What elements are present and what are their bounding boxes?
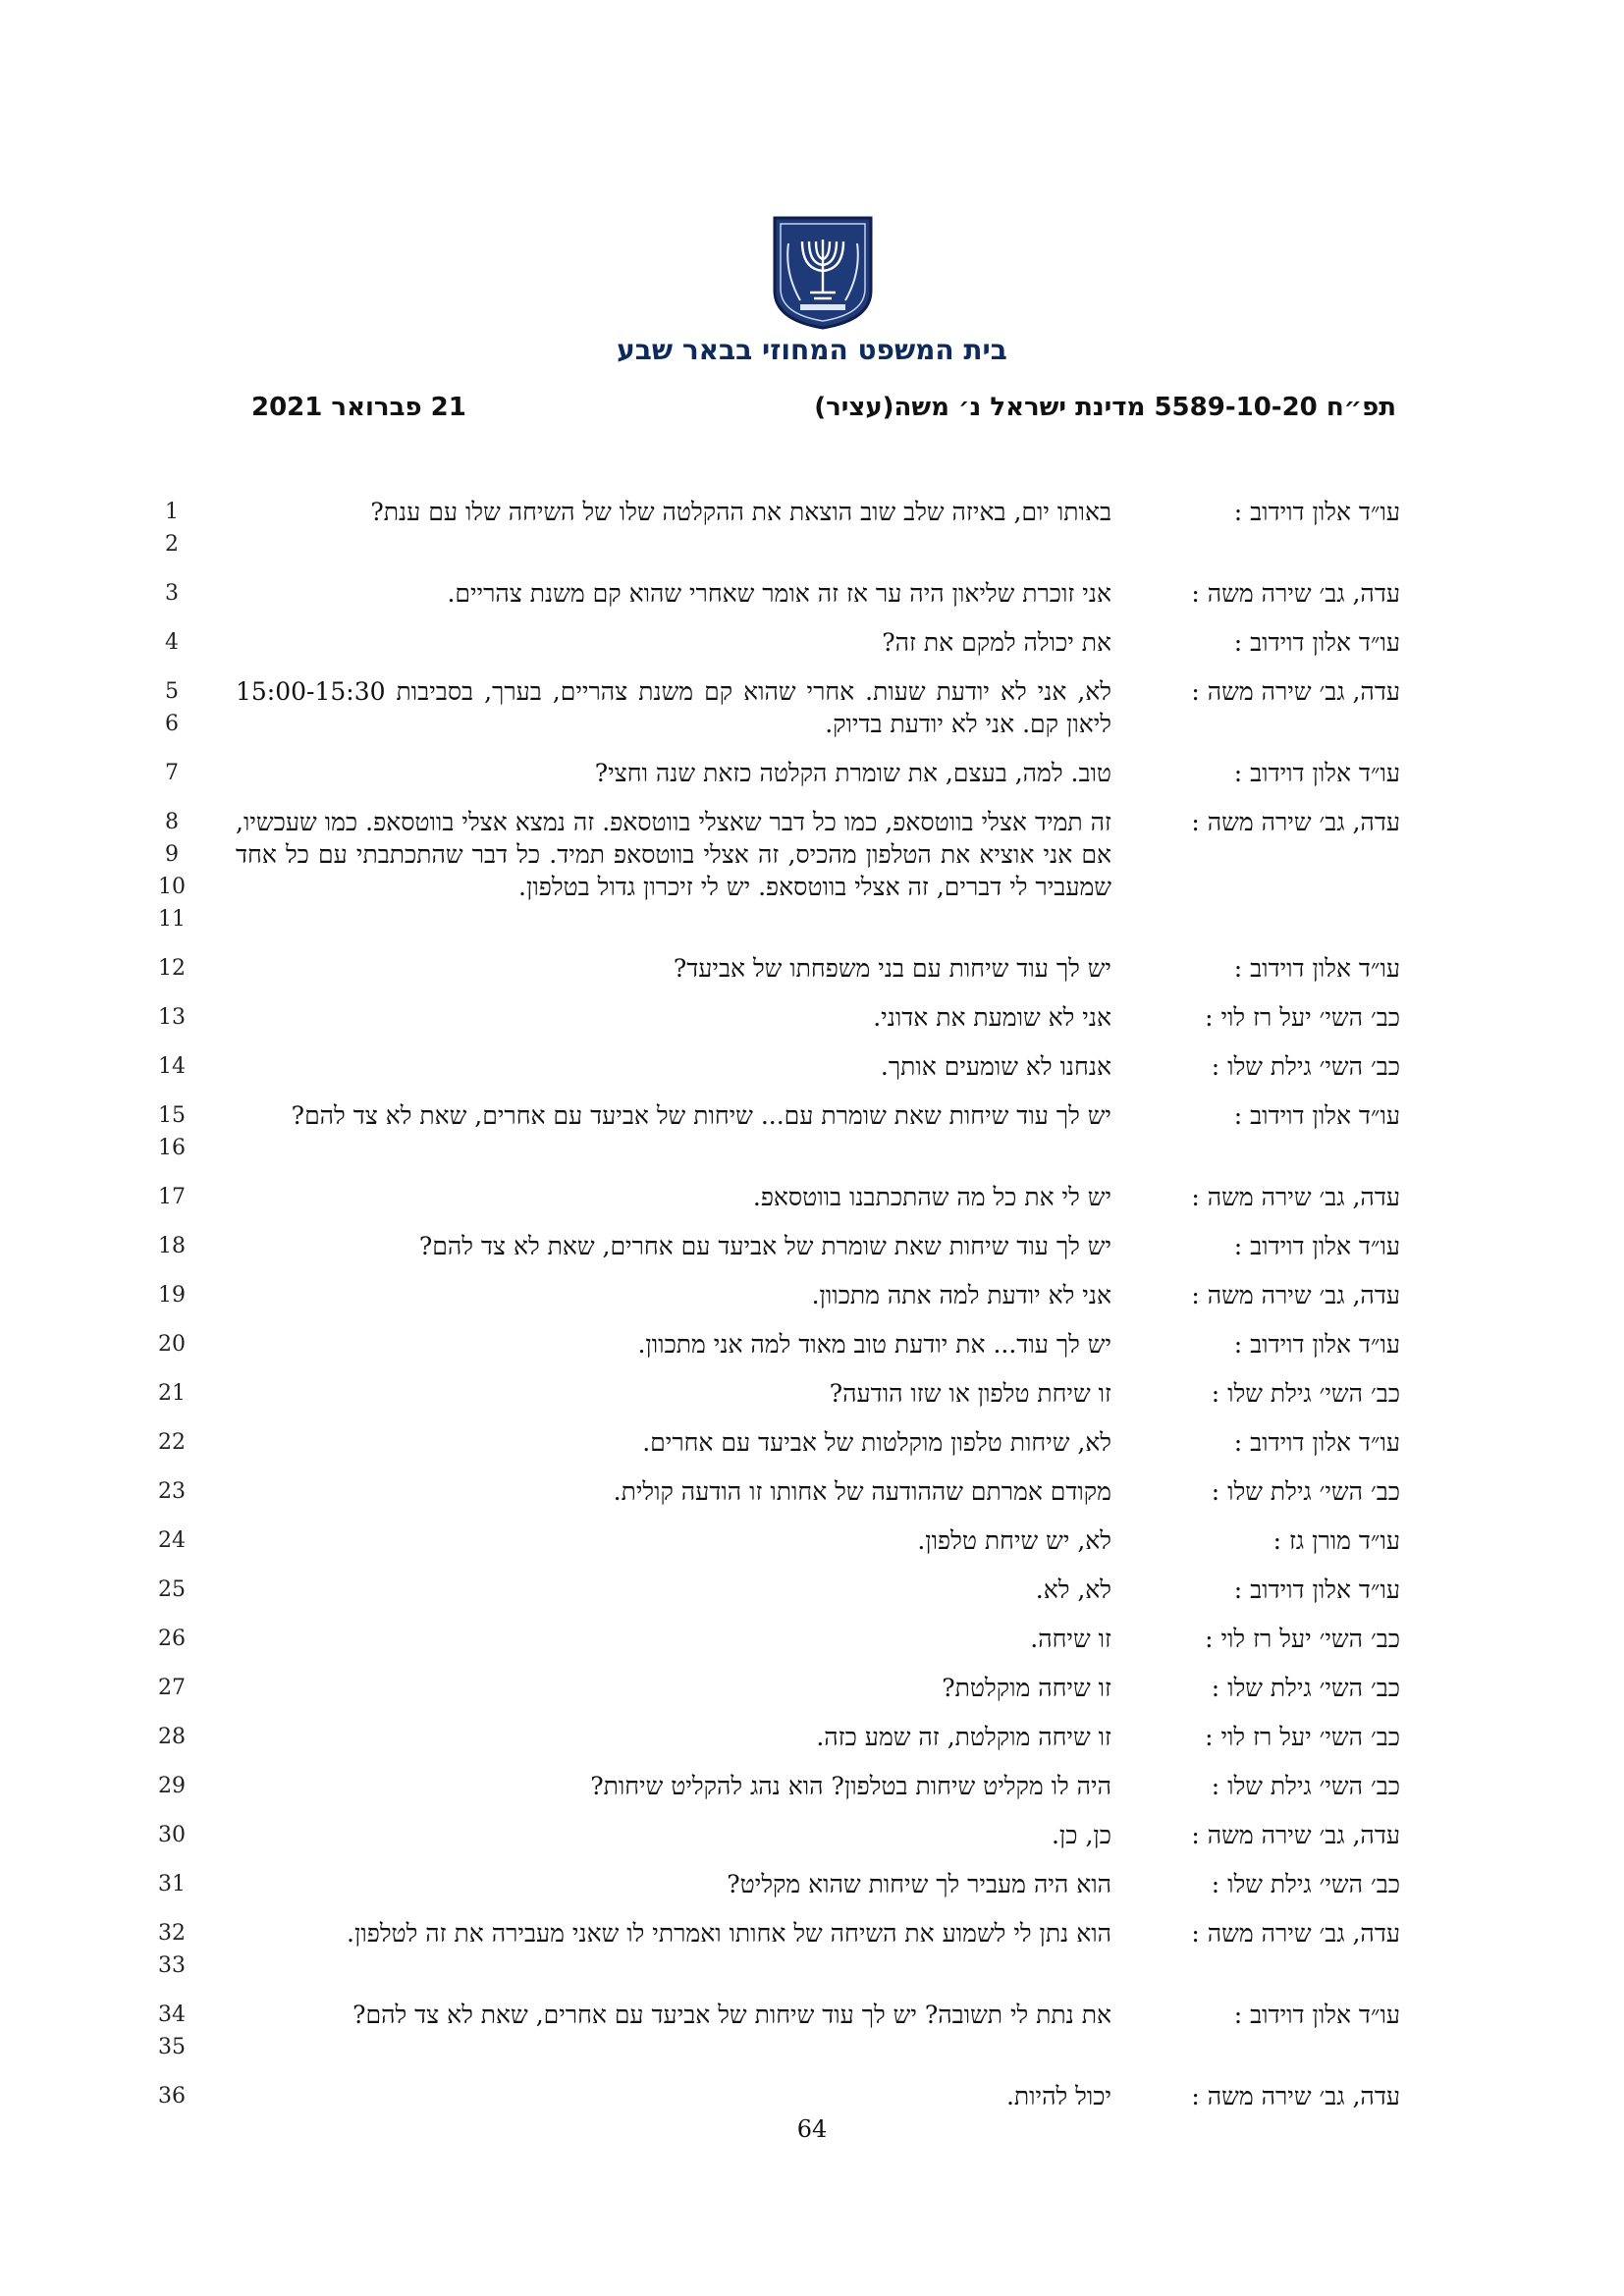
speaker-name: עו״ד אלון דוידוב : <box>1233 498 1400 526</box>
line-number: 21 <box>158 1381 186 1406</box>
speech-text: מקודם אמרתם שההודעה של אחותו זו הודעה קולית. <box>613 1477 1111 1506</box>
line-number: 23 <box>158 1479 186 1504</box>
line-number: 27 <box>158 1676 186 1700</box>
speech-text: זו שיחה מוקלטת, זה שמע כזה. <box>816 1723 1111 1751</box>
line-numbers <box>147 1377 196 1410</box>
line-number: 18 <box>158 1234 186 1258</box>
line-number: 3 <box>165 581 179 606</box>
speaker-name: כב׳ השי׳ גילת שלו : <box>1211 1379 1400 1408</box>
case-number-title: תפ״ח 5589-10-20 מדינת ישראל נ׳ משה(עציר) <box>814 393 1396 422</box>
line-number: 36 <box>158 2084 186 2109</box>
line-number: 10 <box>158 875 186 899</box>
speech-text: הוא היה מעביר לך שיחות שהוא מקליט? <box>727 1870 1111 1898</box>
speech-text: יש לך עוד שיחות עם בני משפחתו של אביעד? <box>673 954 1111 983</box>
speaker-name: כב׳ השי׳ יעל רז לוי : <box>1205 1625 1400 1653</box>
transcript-entry <box>0 1770 1624 1802</box>
transcript-entry <box>0 1181 1624 1213</box>
line-number: 4 <box>165 630 179 655</box>
speaker-name: כב׳ השי׳ יעל רז לוי : <box>1205 1723 1400 1751</box>
speaker-name: עו״ד מורן גז : <box>1272 1526 1400 1555</box>
line-numbers <box>147 1181 196 1213</box>
speech-text: יש לך עוד... את יודעת טוב מאוד למה אני מתכוון. <box>637 1330 1111 1359</box>
transcript-entry <box>0 1099 1624 1164</box>
speech-text: זה תמיד אצלי בווטסאפ, כמו כל דבר שאצלי בווטסאפ. זה נמצא אצלי בווטסאפ. כמו שעכשיו, אם אני אוציא את הטלפון מהכיס, זה אצלי בווטסאפ תמיד. כל דבר שהתכתבתי עם כל אחד שמעביר לי דברים, זה אצלי בווטסאפ. יש לי זיכרון גדול בטלפון. <box>236 808 1111 901</box>
speaker-name: עו״ד אלון דוידוב : <box>1233 759 1400 787</box>
line-number: 25 <box>158 1577 186 1602</box>
line-number: 30 <box>158 1823 186 1847</box>
speech-text: הוא נתן לי לשמוע את השיחה של אחותו ואמרתי לו שאני מעבירה את זה לטלפון. <box>347 1919 1111 1948</box>
speech-text: זו שיחה מוקלטת? <box>942 1674 1111 1702</box>
speaker-name: עו״ד אלון דוידוב : <box>1233 1428 1400 1457</box>
speech-text: יש לך עוד שיחות שאת שומרת של אביעד עם אחרים, שאת לא צד להם? <box>418 1232 1111 1260</box>
line-number: 15 <box>158 1103 186 1128</box>
speaker-name: עדה, גב׳ שירה משה : <box>1191 808 1400 836</box>
transcript-entry <box>0 1426 1624 1459</box>
transcript-entry <box>0 1917 1624 1982</box>
line-number: 32 <box>158 1921 186 1946</box>
line-number: 16 <box>158 1136 186 1160</box>
line-number: 35 <box>158 2035 186 2059</box>
line-number: 1 <box>165 500 179 524</box>
transcript-entry <box>0 496 1624 561</box>
transcript-entry <box>0 675 1624 740</box>
line-numbers <box>147 1050 196 1083</box>
transcript-entry <box>0 806 1624 935</box>
speaker-name: כב׳ השי׳ גילת שלו : <box>1211 1772 1400 1800</box>
transcript-entry <box>0 1230 1624 1262</box>
speaker-name: כב׳ השי׳ גילת שלו : <box>1211 1477 1400 1506</box>
court-name: בית המשפט המחוזי בבאר שבע <box>617 334 1007 366</box>
transcript-entry <box>0 577 1624 610</box>
transcript-entry <box>0 1868 1624 1900</box>
transcript-entry <box>0 1623 1624 1655</box>
speaker-name: עדה, גב׳ שירה משה : <box>1191 1183 1400 1211</box>
transcript-entry <box>0 1377 1624 1410</box>
line-numbers <box>147 577 196 610</box>
speaker-name: עו״ד אלון דוידוב : <box>1233 628 1400 657</box>
speaker-name: עדה, גב׳ שירה משה : <box>1191 1821 1400 1849</box>
speech-text: אנחנו לא שומעים אותך. <box>880 1052 1111 1081</box>
line-numbers <box>147 1099 196 1164</box>
line-number: 8 <box>165 810 179 834</box>
line-numbers <box>147 496 196 561</box>
speech-text: באותו יום, באיזה שלב שוב הוצאת את ההקלטה שלו של השיחה שלו עם ענת? <box>370 498 1111 526</box>
line-number: 2 <box>165 532 179 557</box>
transcript-entry <box>0 1001 1624 1034</box>
line-number: 24 <box>158 1528 186 1553</box>
line-number: 9 <box>165 842 179 867</box>
state-emblem-menorah-icon <box>771 214 875 331</box>
speaker-name: כב׳ השי׳ גילת שלו : <box>1211 1870 1400 1898</box>
speaker-name: עדה, גב׳ שירה משה : <box>1191 1281 1400 1309</box>
line-number: 20 <box>158 1332 186 1357</box>
line-number: 7 <box>165 761 179 785</box>
line-numbers <box>147 757 196 789</box>
line-numbers <box>147 2080 196 2112</box>
speech-text: לא, יש שיחת טלפון. <box>917 1526 1111 1555</box>
line-number: 17 <box>158 1185 186 1209</box>
speaker-name: עו״ד אלון דוידוב : <box>1233 1330 1400 1359</box>
speech-text: את יכולה למקם את זה? <box>882 628 1111 657</box>
speaker-name: עו״ד אלון דוידוב : <box>1233 1575 1400 1604</box>
page-number: 64 <box>796 2115 828 2143</box>
speaker-name: כב׳ השי׳ יעל רז לוי : <box>1205 1003 1400 1032</box>
line-numbers <box>147 1999 196 2063</box>
speech-text: לא, שיחות טלפון מוקלטות של אביעד עם אחרים. <box>642 1428 1111 1457</box>
speaker-name: עדה, גב׳ שירה משה : <box>1191 1919 1400 1948</box>
line-numbers <box>147 1868 196 1900</box>
line-number: 33 <box>158 1953 186 1978</box>
speaker-name: עו״ד אלון דוידוב : <box>1233 2001 1400 2029</box>
speech-text: לא, לא. <box>1035 1575 1111 1604</box>
line-numbers <box>147 1672 196 1704</box>
line-numbers <box>147 1279 196 1311</box>
transcript-entry <box>0 1672 1624 1704</box>
line-numbers <box>147 952 196 985</box>
transcript-entry <box>0 952 1624 985</box>
line-number: 26 <box>158 1627 186 1651</box>
speech-text: יש לך עוד שיחות שאת שומרת עם... שיחות של אביעד עם אחרים, שאת לא צד להם? <box>291 1101 1111 1130</box>
line-number: 13 <box>158 1005 186 1030</box>
speaker-name: עו״ד אלון דוידוב : <box>1233 954 1400 983</box>
transcript-entry <box>0 757 1624 789</box>
line-number: 29 <box>158 1774 186 1798</box>
line-number: 14 <box>158 1054 186 1079</box>
line-numbers <box>147 1001 196 1034</box>
speech-text: יכול להיות. <box>1005 2082 1111 2110</box>
speech-text: יש לי את כל מה שהתכתבנו בווטסאפ. <box>752 1183 1111 1211</box>
line-numbers <box>147 806 196 935</box>
speech-text: זו שיחת טלפון או שזו הודעה? <box>829 1379 1111 1408</box>
speech-text: לא, אני לא יודעת שעות. אחרי שהוא קם משנת צהריים, בערך, בסביבות 15:00-15:30 ליאון קם. אני לא יודעת בדיוק. <box>236 677 1111 738</box>
speech-text: כן, כן. <box>1051 1821 1111 1849</box>
line-numbers <box>147 1819 196 1851</box>
line-numbers <box>147 1475 196 1508</box>
transcript-entry <box>0 1050 1624 1083</box>
speech-text: את נתת לי תשובה? יש לך עוד שיחות של אביעד עם אחרים, שאת לא צד להם? <box>352 2001 1111 2029</box>
speech-text: זו שיחה. <box>1030 1625 1111 1653</box>
line-numbers <box>147 1623 196 1655</box>
line-number: 28 <box>158 1725 186 1749</box>
speech-text: טוב. למה, בעצם, את שומרת הקלטה כזאת שנה וחצי? <box>594 759 1111 787</box>
line-numbers <box>147 1230 196 1262</box>
line-number: 22 <box>158 1430 186 1455</box>
line-number: 19 <box>158 1283 186 1308</box>
line-numbers <box>147 1426 196 1459</box>
line-number: 31 <box>158 1872 186 1896</box>
line-number: 34 <box>158 2002 186 2027</box>
transcript-entry <box>0 1999 1624 2063</box>
transcript-entry <box>0 1819 1624 1851</box>
speaker-name: כב׳ השי׳ גילת שלו : <box>1211 1052 1400 1081</box>
speech-text: היה לו מקליט שיחות בטלפון? הוא נהג להקליט שיחות? <box>590 1772 1111 1800</box>
transcript-entry <box>0 1279 1624 1311</box>
speaker-name: עו״ד אלון דוידוב : <box>1233 1101 1400 1130</box>
hearing-date: 21 פברואר 2021 <box>251 393 466 422</box>
speaker-name: עדה, גב׳ שירה משה : <box>1191 579 1400 608</box>
line-numbers <box>147 1917 196 1982</box>
speech-text: אני לא שומעת את אדוני. <box>873 1003 1111 1032</box>
speaker-name: עו״ד אלון דוידוב : <box>1233 1232 1400 1260</box>
transcript-entry <box>0 1475 1624 1508</box>
transcript-entry <box>0 1328 1624 1361</box>
line-numbers <box>147 1524 196 1557</box>
line-numbers <box>147 1574 196 1606</box>
speaker-name: עדה, גב׳ שירה משה : <box>1191 677 1400 706</box>
speech-text: אני זוכרת שליאון היה ער אז זה אומר שאחרי שהוא קם משנת צהריים. <box>447 579 1111 608</box>
transcript-entry <box>0 1524 1624 1557</box>
line-number: 11 <box>158 907 186 932</box>
line-numbers <box>147 1721 196 1753</box>
transcript-entry <box>0 2080 1624 2112</box>
speaker-name: כב׳ השי׳ גילת שלו : <box>1211 1674 1400 1702</box>
transcript-entry <box>0 1721 1624 1753</box>
transcript-entry <box>0 1574 1624 1606</box>
transcript-entry <box>0 626 1624 659</box>
line-numbers <box>147 675 196 740</box>
line-number: 5 <box>165 679 179 704</box>
line-number: 12 <box>158 956 186 981</box>
speaker-name: עדה, גב׳ שירה משה : <box>1191 2082 1400 2110</box>
line-numbers <box>147 1770 196 1802</box>
line-numbers <box>147 626 196 659</box>
line-number: 6 <box>165 712 179 736</box>
line-numbers <box>147 1328 196 1361</box>
speech-text: אני לא יודעת למה אתה מתכוון. <box>811 1281 1111 1309</box>
